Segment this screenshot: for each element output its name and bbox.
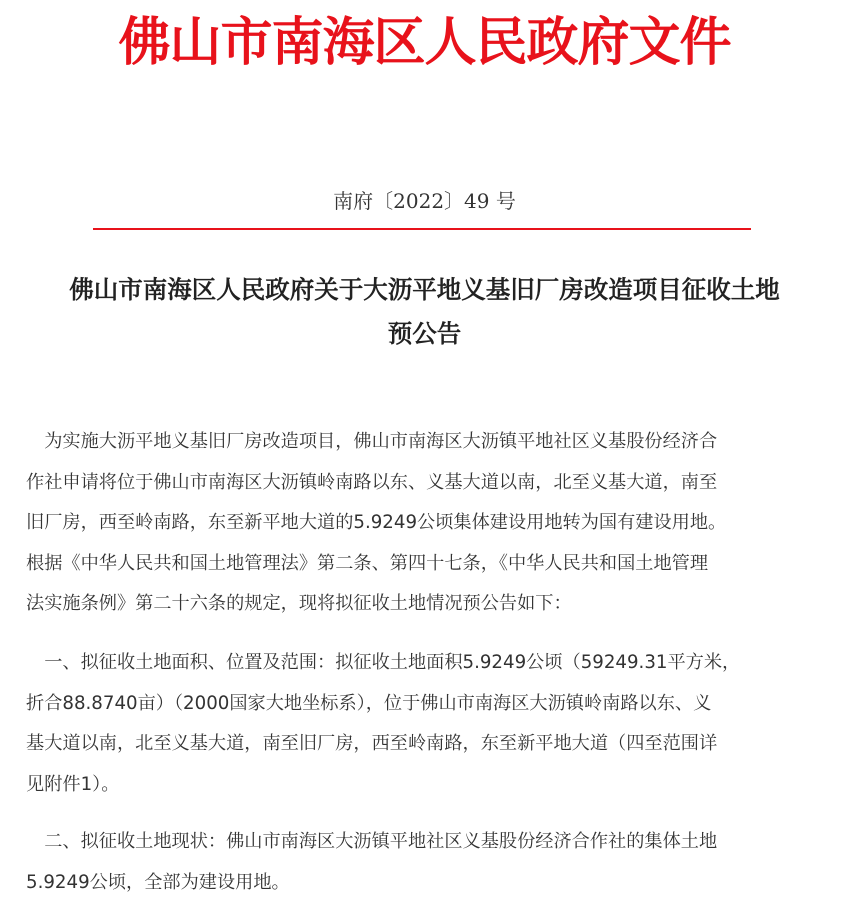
paragraph-line: 根据《中华人民共和国土地管理法》第二条、第四十七条，《中华人民共和国土地管理	[26, 544, 826, 585]
paragraph-line: 见附件1）。	[26, 765, 826, 806]
paragraph-line: 折合88.8740亩）（2000国家大地坐标系），位于佛山市南海区大沥镇岭南路以东、义	[26, 684, 826, 725]
paragraph-intro	[26, 422, 826, 625]
paragraph-line: 基大道以南，北至义基大道，南至旧厂房，西至岭南路，东至新平地大道（四至范围详	[26, 724, 826, 765]
title-line: 佛山市南海区人民政府关于大沥平地义基旧厂房改造项目征收土地	[20, 268, 829, 312]
paragraph-line: 二、拟征收土地现状：佛山市南海区大沥镇平地社区义基股份经济合作社的集体土地	[26, 822, 826, 863]
document-title	[20, 268, 829, 356]
paragraph-line: 作社申请将位于佛山市南海区大沥镇岭南路以东、义基大道以南，北至义基大道，南至	[26, 463, 826, 504]
paragraph-line: 5.9249公顷，全部为建设用地。	[26, 863, 826, 903]
red-divider-line	[93, 228, 751, 230]
paragraph-line: 旧厂房，西至岭南路，东至新平地大道的5.9249公顷集体建设用地转为国有建设用地。	[26, 503, 826, 544]
paragraph-line: 为实施大沥平地义基旧厂房改造项目，佛山市南海区大沥镇平地社区义基股份经济合	[26, 422, 826, 463]
document-masthead: 佛山市南海区人民政府文件	[0, 8, 849, 78]
title-line: 预公告	[20, 312, 829, 356]
paragraph-section-two	[26, 822, 826, 903]
document-number: 南府〔2022〕49 号	[0, 186, 849, 216]
paragraph-section-one	[26, 643, 826, 805]
paragraph-line: 法实施条例》第二十六条的规定，现将拟征收土地情况预公告如下：	[26, 584, 826, 625]
paragraph-line: 一、拟征收土地面积、位置及范围：拟征收土地面积5.9249公顷（59249.31平方米，	[26, 643, 826, 684]
